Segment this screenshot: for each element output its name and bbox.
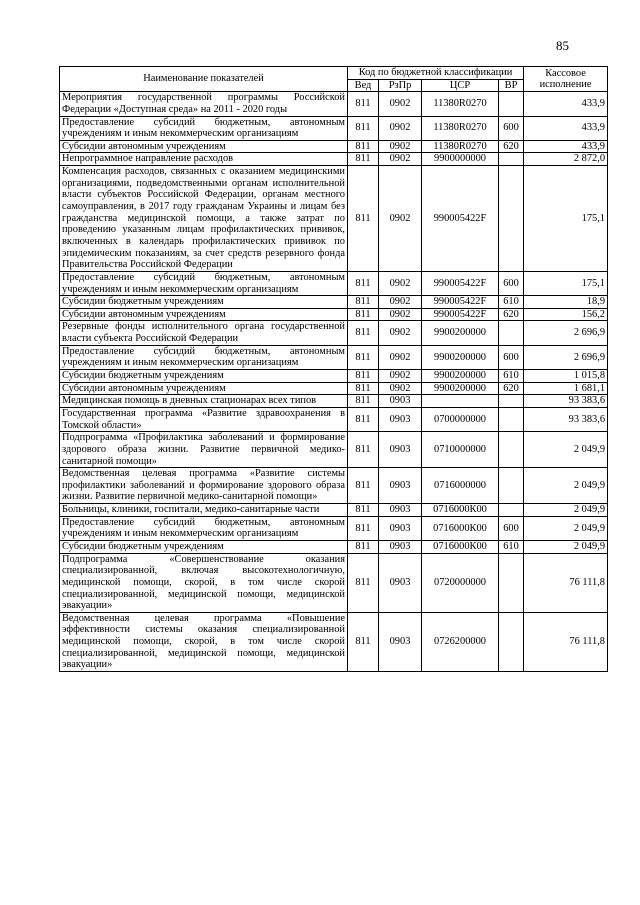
row-ved: 811 — [348, 395, 379, 408]
row-name: Медицинская помощь в дневных стационарах всех типов — [60, 395, 348, 408]
row-vr: 620 — [499, 308, 524, 321]
row-ved: 811 — [348, 382, 379, 395]
row-ved: 811 — [348, 296, 379, 309]
row-csr: 990005422F — [422, 271, 499, 295]
row-rzpr: 0902 — [379, 92, 422, 116]
row-ved: 811 — [348, 308, 379, 321]
row-vr: 600 — [499, 516, 524, 540]
row-vr — [499, 395, 524, 408]
row-vr — [499, 407, 524, 431]
row-csr: 990005422F — [422, 308, 499, 321]
header-ved: Вед — [348, 79, 379, 92]
row-csr: 9900200000 — [422, 321, 499, 345]
table-row — [60, 553, 608, 612]
header-csr: ЦСР — [422, 79, 499, 92]
row-amount: 93 383,6 — [524, 395, 608, 408]
row-csr: 0716000К00 — [422, 504, 499, 517]
row-amount: 2 872,0 — [524, 153, 608, 166]
row-name: Субсидии бюджетным учреждениям — [60, 370, 348, 383]
row-amount: 2 049,9 — [524, 516, 608, 540]
table-row — [60, 116, 608, 140]
row-vr — [499, 92, 524, 116]
row-vr: 600 — [499, 345, 524, 369]
row-vr — [499, 468, 524, 504]
row-csr: 990005422F — [422, 166, 499, 272]
table-row — [60, 540, 608, 553]
row-amount: 175,1 — [524, 271, 608, 295]
row-amount: 433,9 — [524, 140, 608, 153]
row-amount: 2 696,9 — [524, 345, 608, 369]
row-name: Резервные фонды исполнительного органа государственной власти субъекта Российской Федерации — [60, 321, 348, 345]
row-csr: 9900200000 — [422, 345, 499, 369]
row-vr: 600 — [499, 116, 524, 140]
row-amount: 156,2 — [524, 308, 608, 321]
row-csr: 9900200000 — [422, 370, 499, 383]
row-ved: 811 — [348, 116, 379, 140]
table-row — [60, 166, 608, 272]
row-amount: 2 049,9 — [524, 468, 608, 504]
row-csr: 9900200000 — [422, 382, 499, 395]
row-vr: 610 — [499, 370, 524, 383]
row-name: Субсидии автономным учреждениям — [60, 140, 348, 153]
row-vr: 610 — [499, 296, 524, 309]
row-amount: 76 111,8 — [524, 553, 608, 612]
row-name: Предоставление субсидий бюджетным, автономным учреждениям и иным некоммерческим организациям — [60, 271, 348, 295]
row-vr — [499, 321, 524, 345]
table-row — [60, 140, 608, 153]
row-name: Субсидии бюджетным учреждениям — [60, 540, 348, 553]
table-body — [60, 92, 608, 672]
row-amount: 433,9 — [524, 116, 608, 140]
header-code-group: Код по бюджетной классификации — [348, 67, 524, 80]
row-name: Государственная программа «Развитие здравоохранения в Томской области» — [60, 407, 348, 431]
row-vr — [499, 432, 524, 468]
header-name: Наименование показателей — [60, 67, 348, 92]
row-amount: 76 111,8 — [524, 612, 608, 671]
table-row — [60, 612, 608, 671]
row-vr — [499, 553, 524, 612]
row-vr — [499, 153, 524, 166]
table-row — [60, 345, 608, 369]
row-csr: 11380R0270 — [422, 140, 499, 153]
row-rzpr: 0903 — [379, 540, 422, 553]
row-rzpr: 0903 — [379, 407, 422, 431]
row-rzpr: 0902 — [379, 321, 422, 345]
row-ved: 811 — [348, 370, 379, 383]
row-csr: 0716000000 — [422, 468, 499, 504]
page-number: 85 — [556, 38, 569, 53]
row-ved: 811 — [348, 553, 379, 612]
row-name: Ведомственная целевая программа «Развитие системы профилактики заболеваний и формирование здорового образа жизни. Развитие первичной медико-санитарной помощи» — [60, 468, 348, 504]
row-name: Компенсация расходов, связанных с оказанием медицинскими организациями, подведомственными органам исполнительной власти субъектов Российской Федерации, органам местного самоуправления, в 2017 году гражданам Украины и лицам без гражданства медицинской помощи, а также затрат по проведению указанным лицам профилактических прививок, включенных в календарь профилактических прививок по эпидемическим показаниям, за счет средств резервного фонда Правительства Российской Федерации — [60, 166, 348, 272]
header-vr: ВР — [499, 79, 524, 92]
row-amount: 433,9 — [524, 92, 608, 116]
row-rzpr: 0903 — [379, 612, 422, 671]
table-row — [60, 296, 608, 309]
row-rzpr: 0902 — [379, 382, 422, 395]
row-ved: 811 — [348, 153, 379, 166]
table-row — [60, 516, 608, 540]
table-row — [60, 504, 608, 517]
row-rzpr: 0902 — [379, 296, 422, 309]
row-ved: 811 — [348, 468, 379, 504]
row-vr: 600 — [499, 271, 524, 295]
row-name: Предоставление субсидий бюджетным, автономным учреждениям и иным некоммерческим организациям — [60, 516, 348, 540]
table-row — [60, 321, 608, 345]
row-rzpr: 0903 — [379, 395, 422, 408]
table-row — [60, 370, 608, 383]
row-vr — [499, 166, 524, 272]
row-rzpr: 0902 — [379, 116, 422, 140]
row-csr: 11380R0270 — [422, 116, 499, 140]
row-ved: 811 — [348, 140, 379, 153]
row-amount: 2 049,9 — [524, 432, 608, 468]
row-ved: 811 — [348, 540, 379, 553]
table-row — [60, 92, 608, 116]
row-ved: 811 — [348, 407, 379, 431]
row-amount: 1 681,1 — [524, 382, 608, 395]
row-csr: 0720000000 — [422, 553, 499, 612]
row-amount: 175,1 — [524, 166, 608, 272]
row-rzpr: 0902 — [379, 370, 422, 383]
row-name: Подпрограмма «Профилактика заболеваний и формирование здорового образа жизни. Развитие первичной медико-санитарной помощи» — [60, 432, 348, 468]
row-csr: 0700000000 — [422, 407, 499, 431]
row-name: Субсидии автономным учреждениям — [60, 308, 348, 321]
row-vr — [499, 504, 524, 517]
row-name: Мероприятия государственной программы Российской Федерации «Доступная среда» на 2011 - 2020 годы — [60, 92, 348, 116]
table-row — [60, 308, 608, 321]
budget-execution-table — [59, 66, 608, 672]
row-amount: 2 049,9 — [524, 504, 608, 517]
row-csr — [422, 395, 499, 408]
row-rzpr: 0902 — [379, 345, 422, 369]
row-csr: 990005422F — [422, 296, 499, 309]
row-rzpr: 0902 — [379, 153, 422, 166]
row-ved: 811 — [348, 612, 379, 671]
header-amount: Кассовое исполнение — [524, 67, 608, 92]
row-ved: 811 — [348, 166, 379, 272]
row-amount: 2 049,9 — [524, 540, 608, 553]
row-ved: 811 — [348, 504, 379, 517]
row-rzpr: 0902 — [379, 140, 422, 153]
row-rzpr: 0903 — [379, 504, 422, 517]
row-vr: 620 — [499, 382, 524, 395]
row-name: Подпрограмма «Совершенствование оказания специализированной, включая высокотехнологичную, медицинской помощи, скорой, в том числе скорой специализированной, медицинской помощи, медицинской эвакуации» — [60, 553, 348, 612]
row-ved: 811 — [348, 345, 379, 369]
table-row — [60, 468, 608, 504]
row-rzpr: 0902 — [379, 271, 422, 295]
row-name: Ведомственная целевая программа «Повышение эффективности системы оказания специализированной медицинской помощи, скорой, в том числе скорой специализированной, медицинской помощи, медицинской эвакуации» — [60, 612, 348, 671]
row-rzpr: 0902 — [379, 308, 422, 321]
row-csr: 0716000К00 — [422, 540, 499, 553]
row-rzpr: 0903 — [379, 468, 422, 504]
row-amount: 18,9 — [524, 296, 608, 309]
row-amount: 1 015,8 — [524, 370, 608, 383]
row-rzpr: 0903 — [379, 432, 422, 468]
row-csr: 0716000К00 — [422, 516, 499, 540]
row-vr — [499, 612, 524, 671]
row-ved: 811 — [348, 516, 379, 540]
row-ved: 811 — [348, 271, 379, 295]
row-ved: 811 — [348, 321, 379, 345]
row-name: Непрограммное направление расходов — [60, 153, 348, 166]
table-row — [60, 153, 608, 166]
row-amount: 2 696,9 — [524, 321, 608, 345]
table-row — [60, 382, 608, 395]
table-row — [60, 432, 608, 468]
row-name: Больницы, клиники, госпитали, медико-санитарные части — [60, 504, 348, 517]
row-vr: 610 — [499, 540, 524, 553]
row-rzpr: 0903 — [379, 553, 422, 612]
row-amount: 93 383,6 — [524, 407, 608, 431]
table-row — [60, 395, 608, 408]
row-vr: 620 — [499, 140, 524, 153]
row-csr: 0726200000 — [422, 612, 499, 671]
table-row — [60, 271, 608, 295]
row-name: Предоставление субсидий бюджетным, автономным учреждениям и иным некоммерческим организациям — [60, 345, 348, 369]
table-row — [60, 407, 608, 431]
row-csr: 11380R0270 — [422, 92, 499, 116]
row-name: Предоставление субсидий бюджетным, автономным учреждениям и иным некоммерческим организациям — [60, 116, 348, 140]
row-csr: 0710000000 — [422, 432, 499, 468]
row-name: Субсидии бюджетным учреждениям — [60, 296, 348, 309]
row-rzpr: 0903 — [379, 516, 422, 540]
header-rzpr: РзПр — [379, 79, 422, 92]
row-ved: 811 — [348, 432, 379, 468]
row-name: Субсидии автономным учреждениям — [60, 382, 348, 395]
row-rzpr: 0902 — [379, 166, 422, 272]
row-csr: 9900000000 — [422, 153, 499, 166]
row-ved: 811 — [348, 92, 379, 116]
